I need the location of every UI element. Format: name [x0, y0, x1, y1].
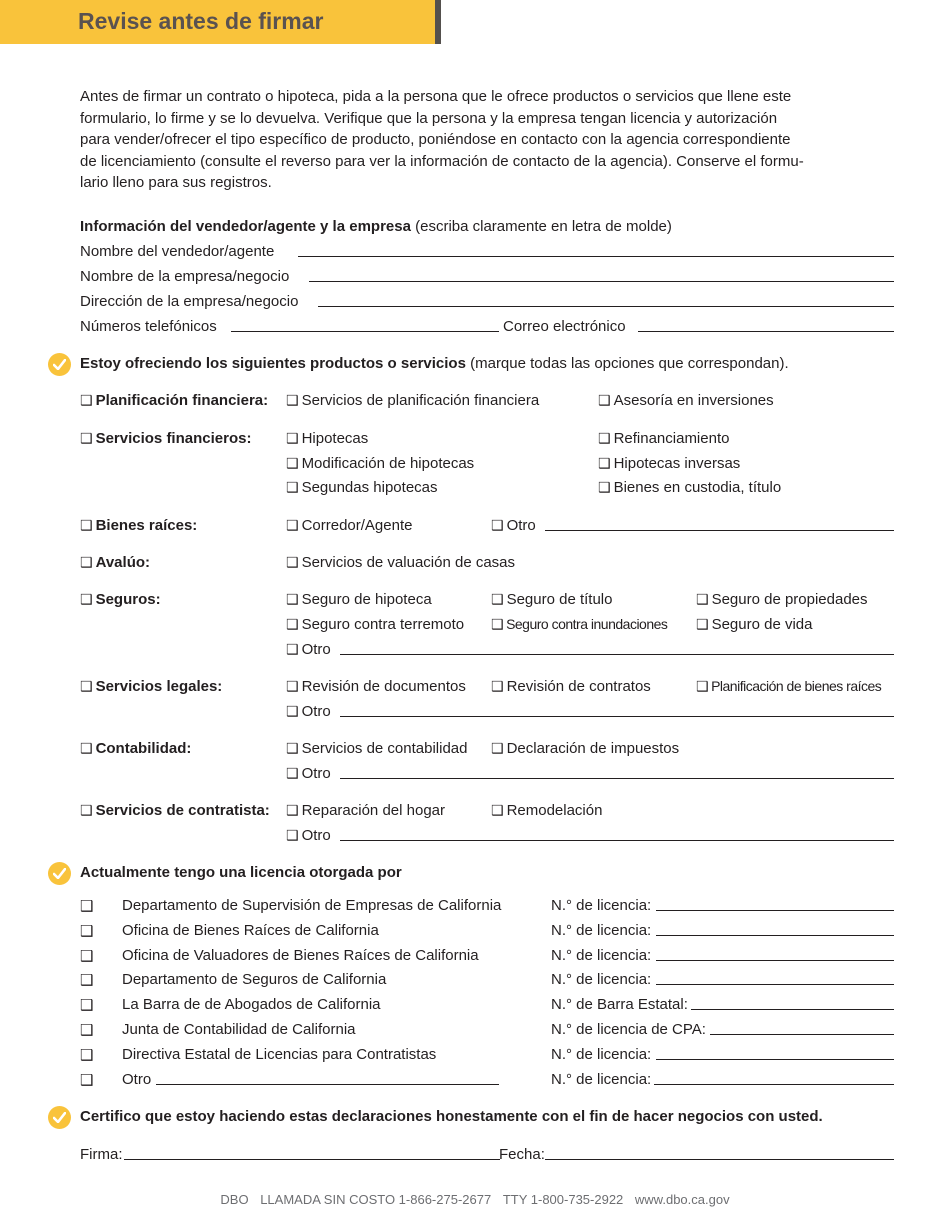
option-escrow-title[interactable]: ❑ Bienes en custodia, título: [598, 479, 782, 496]
intro-paragraph: [80, 86, 850, 194]
checkbox[interactable]: ❑: [491, 740, 504, 756]
checkbox[interactable]: ❑: [286, 740, 299, 756]
license-agency: Departamento de Seguros de California: [122, 971, 387, 988]
license-agency: Oficina de Bienes Raíces de California: [122, 922, 379, 939]
category-insurance[interactable]: ❑ Seguros:: [80, 591, 161, 608]
cpa-license-number-field[interactable]: [710, 1034, 894, 1035]
category-legal[interactable]: ❑ Servicios legales:: [80, 678, 223, 695]
insurance-other-field[interactable]: [340, 654, 894, 655]
checkbox[interactable]: ❑: [80, 591, 93, 607]
checkbox[interactable]: ❑: [80, 392, 93, 408]
checkbox[interactable]: ❑: [491, 616, 504, 632]
checkbox[interactable]: ❑: [491, 591, 504, 607]
date-field[interactable]: [545, 1159, 894, 1160]
checkbox[interactable]: ❑: [286, 827, 299, 843]
footer-toll-free: LLAMADA SIN COSTO 1-866-275-2677: [260, 1192, 492, 1207]
checkbox[interactable]: ❑: [598, 430, 611, 446]
company-address-field[interactable]: [318, 306, 894, 307]
license-checkbox[interactable]: ❑: [80, 923, 94, 940]
license-number-field[interactable]: [656, 935, 894, 936]
category-contractor[interactable]: ❑ Servicios de contratista:: [80, 802, 270, 819]
checkbox[interactable]: ❑: [696, 678, 709, 694]
option-home-repair[interactable]: ❑ Reparación del hogar: [286, 802, 445, 819]
intro-line: para vender/ofrecer el tipo específico de producto, poniéndose en contacto con la agencia correspondiente: [80, 131, 791, 148]
license-number-label: N.° de licencia:: [551, 922, 652, 939]
seller-heading: Información del vendedor/agente y la empresa (escriba claramente en letra de molde): [80, 218, 672, 235]
checkbox[interactable]: ❑: [286, 678, 299, 694]
checkbox[interactable]: ❑: [80, 740, 93, 756]
checkbox[interactable]: ❑: [598, 479, 611, 495]
footer: [0, 1192, 950, 1207]
checkbox[interactable]: ❑: [286, 517, 299, 533]
checkbox[interactable]: ❑: [286, 703, 299, 719]
license-number-label: N.° de licencia:: [551, 947, 652, 964]
checkbox[interactable]: ❑: [491, 802, 504, 818]
license-agency-other-field[interactable]: [156, 1084, 499, 1085]
license-checkbox[interactable]: ❑: [80, 997, 94, 1014]
license-number-field[interactable]: [656, 984, 894, 985]
license-agency: Junta de Contabilidad de California: [122, 1021, 356, 1038]
checkbox[interactable]: ❑: [286, 479, 299, 495]
license-number-field[interactable]: [656, 1059, 894, 1060]
option-document-review[interactable]: ❑ Revisión de documentos: [286, 678, 466, 695]
checkbox[interactable]: ❑: [286, 455, 299, 471]
offering-heading: Estoy ofreciendo los siguientes productos o servicios (marque todas las opciones que correspondan).: [80, 355, 789, 372]
cpa-license-number-label: N.° de licencia de CPA:: [551, 1021, 706, 1038]
contractor-other-field[interactable]: [340, 840, 894, 841]
checkbox[interactable]: ❑: [80, 554, 93, 570]
license-number-label: N.° de licencia:: [551, 1071, 652, 1088]
certification-statement: Certifico que estoy haciendo estas declaraciones honestamente con el fin de hacer negocios con usted.: [80, 1108, 823, 1125]
license-agency-other: Otro: [122, 1071, 152, 1088]
checkbox[interactable]: ❑: [286, 430, 299, 446]
license-agency: La Barra de de Abogados de California: [122, 996, 381, 1013]
footer-website[interactable]: www.dbo.ca.gov: [634, 1192, 730, 1207]
option-real-estate-other[interactable]: ❑ Otro: [491, 517, 536, 534]
license-number-field[interactable]: [656, 910, 894, 911]
license-checkbox[interactable]: ❑: [80, 1072, 94, 1089]
license-number-label: N.° de licencia:: [551, 897, 652, 914]
licenses-heading: Actualmente tengo una licencia otorgada por: [80, 864, 402, 881]
email-field[interactable]: [638, 331, 894, 332]
checkbox[interactable]: ❑: [80, 517, 93, 533]
accounting-other-field[interactable]: [340, 778, 894, 779]
checkbox[interactable]: ❑: [598, 392, 611, 408]
option-second-mortgages[interactable]: ❑ Segundas hipotecas: [286, 479, 438, 496]
checkbox[interactable]: ❑: [286, 616, 299, 632]
date-label: Fecha:: [499, 1146, 545, 1163]
company-name-field[interactable]: [309, 281, 894, 282]
license-number-field[interactable]: [654, 1084, 894, 1085]
option-flood-insurance[interactable]: ❑ Seguro contra inundaciones: [491, 616, 668, 632]
phone-field[interactable]: [231, 331, 499, 332]
category-financial-services[interactable]: ❑ Servicios financieros:: [80, 430, 252, 447]
intro-line: lario lleno para sus registros.: [80, 174, 272, 191]
license-number-label: N.° de licencia:: [551, 1046, 652, 1063]
phone-label: Números telefónicos: [80, 318, 217, 335]
category-real-estate[interactable]: ❑ Bienes raíces:: [80, 517, 198, 534]
category-accounting[interactable]: ❑ Contabilidad:: [80, 740, 192, 757]
checkbox[interactable]: ❑: [598, 455, 611, 471]
category-appraisal[interactable]: ❑ Avalúo:: [80, 554, 151, 571]
checkmark-icon: [48, 1106, 71, 1129]
checkbox[interactable]: ❑: [286, 765, 299, 781]
checkbox[interactable]: ❑: [696, 616, 709, 632]
option-financial-planning-services[interactable]: ❑ Servicios de planificación financiera: [286, 392, 540, 409]
checkbox[interactable]: ❑: [80, 802, 93, 818]
legal-other-field[interactable]: [340, 716, 894, 717]
license-number-field[interactable]: [656, 960, 894, 961]
option-mortgage-modification[interactable]: ❑ Modificación de hipotecas: [286, 455, 475, 472]
license-checkbox[interactable]: ❑: [80, 898, 94, 915]
intro-line: Antes de firmar un contrato o hipoteca, pida a la persona que le ofrece productos o servicios que llene este: [80, 88, 792, 105]
option-life-insurance[interactable]: ❑ Seguro de vida: [696, 616, 813, 633]
option-insurance-other[interactable]: ❑ Otro: [286, 641, 331, 658]
seller-name-label: Nombre del vendedor/agente: [80, 243, 275, 260]
option-accounting-services[interactable]: ❑ Servicios de contabilidad: [286, 740, 468, 757]
checkbox[interactable]: ❑: [286, 591, 299, 607]
company-address-label: Dirección de la empresa/negocio: [80, 293, 299, 310]
footer-tty: TTY 1-800-735-2922: [502, 1192, 624, 1207]
option-reverse-mortgages[interactable]: ❑ Hipotecas inversas: [598, 455, 741, 472]
checkmark-icon: [48, 862, 71, 885]
signature-label: Firma:: [80, 1146, 123, 1163]
option-contractor-other[interactable]: ❑ Otro: [286, 827, 331, 844]
checkbox[interactable]: ❑: [286, 554, 299, 570]
option-mortgages[interactable]: ❑ Hipotecas: [286, 430, 369, 447]
checkbox[interactable]: ❑: [286, 641, 299, 657]
checkbox[interactable]: ❑: [286, 802, 299, 818]
company-name-label: Nombre de la empresa/negocio: [80, 268, 290, 285]
license-checkbox[interactable]: ❑: [80, 972, 94, 989]
checkbox[interactable]: ❑: [286, 392, 299, 408]
option-investment-advice[interactable]: ❑ Asesoría en inversiones: [598, 392, 774, 409]
email-label: Correo electrónico: [503, 318, 626, 335]
option-estate-planning[interactable]: ❑ Planificación de bienes raíces: [696, 678, 882, 694]
option-remodeling[interactable]: ❑ Remodelación: [491, 802, 603, 819]
option-earthquake-insurance[interactable]: ❑ Seguro contra terremoto: [286, 616, 465, 633]
state-bar-number-label: N.° de Barra Estatal:: [551, 996, 688, 1013]
license-checkbox[interactable]: ❑: [80, 1047, 94, 1064]
option-contract-review[interactable]: ❑ Revisión de contratos: [491, 678, 651, 695]
option-home-valuation[interactable]: ❑ Servicios de valuación de casas: [286, 554, 516, 571]
license-checkbox[interactable]: ❑: [80, 948, 94, 965]
seller-name-field[interactable]: [298, 256, 894, 257]
checkbox[interactable]: ❑: [491, 678, 504, 694]
option-title-insurance[interactable]: ❑ Seguro de título: [491, 591, 613, 608]
license-number-label: N.° de licencia:: [551, 971, 652, 988]
option-tax-filing[interactable]: ❑ Declaración de impuestos: [491, 740, 680, 757]
category-financial-planning[interactable]: ❑ Planificación financiera:: [80, 392, 269, 409]
license-agency: Oficina de Valuadores de Bienes Raíces de California: [122, 947, 479, 964]
checkbox[interactable]: ❑: [80, 430, 93, 446]
option-accounting-other[interactable]: ❑ Otro: [286, 765, 331, 782]
license-agency: Departamento de Supervisión de Empresas de California: [122, 897, 502, 914]
option-property-insurance[interactable]: ❑ Seguro de propiedades: [696, 591, 868, 608]
intro-line: de licenciamiento (consulte el reverso para ver la información de contacto de la agencia). Conserve el formu-: [80, 152, 804, 170]
intro-line: formulario, lo firme y se lo devuelva. Verifique que la persona y la empresa tengan licencia y autorización: [80, 109, 778, 127]
signature-field[interactable]: [124, 1159, 500, 1160]
checkmark-icon: [48, 353, 71, 376]
footer-agency: DBO: [220, 1192, 249, 1207]
license-checkbox[interactable]: ❑: [80, 1022, 94, 1039]
checkbox[interactable]: ❑: [696, 591, 709, 607]
option-refinancing[interactable]: ❑ Refinanciamiento: [598, 430, 730, 447]
option-broker-agent[interactable]: ❑ Corredor/Agente: [286, 517, 413, 534]
page-title: Revise antes de firmar: [78, 8, 324, 34]
checkbox[interactable]: ❑: [80, 678, 93, 694]
option-mortgage-insurance[interactable]: ❑ Seguro de hipoteca: [286, 591, 432, 608]
checkbox[interactable]: ❑: [491, 517, 504, 533]
state-bar-number-field[interactable]: [691, 1009, 894, 1010]
real-estate-other-field[interactable]: [545, 530, 894, 531]
option-legal-other[interactable]: ❑ Otro: [286, 703, 331, 720]
license-agency: Directiva Estatal de Licencias para Contratistas: [122, 1046, 437, 1063]
